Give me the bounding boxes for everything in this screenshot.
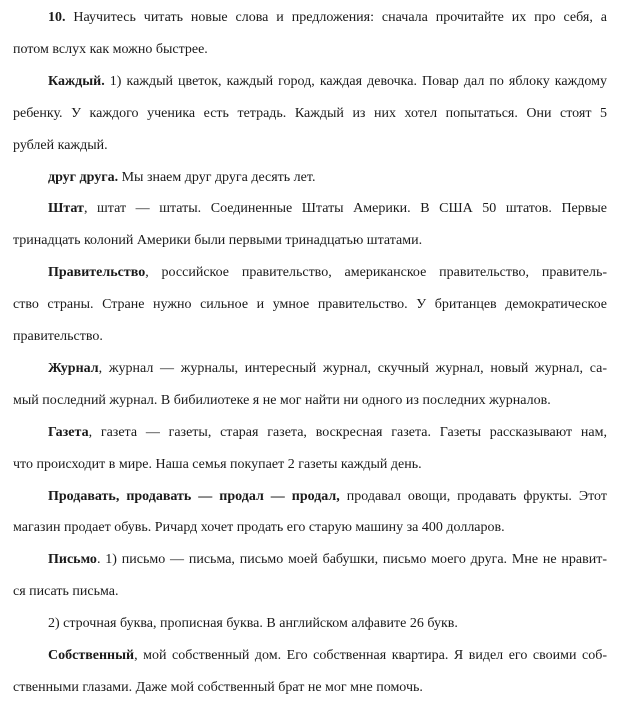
line-text: , журнал — журналы, интересный журнал, скучный журнал, новый журнал, са- (98, 360, 607, 376)
line-text: , газета — газеты, старая газета, воскресная газета. Газеты рассказывают нам, (88, 424, 607, 440)
text-line (48, 550, 607, 570)
line-text: что происходит в мире. Наша семья покупает 2 газеты каждый день. (13, 456, 422, 472)
vocabulary-term: 10. (48, 10, 66, 25)
line-text: ребенку. У каждого ученика есть тетрадь. Каждый из них хотел попытаться. Они стоят 5 (13, 105, 607, 121)
line-text: правительство. (13, 329, 103, 344)
line-text: мый последний журнал. В бибилиотеке я не мог найти ни одного из последних журналов. (13, 392, 551, 408)
vocabulary-term: Газета (48, 424, 89, 440)
text-line (13, 104, 607, 124)
text-line (13, 518, 607, 538)
text-line (13, 582, 607, 602)
line-text: , штат — штаты. Соединенные Штаты Америки. В США 50 штатов. Первые (83, 201, 607, 217)
line-text: , российское правительство, американское правительство, правитель- (145, 265, 607, 281)
vocabulary-term: Правительство (48, 265, 146, 281)
text-line (48, 487, 607, 507)
line-text: Мы знаем друг друга десять лет. (118, 169, 316, 185)
text-line (13, 678, 607, 698)
line-text: продавал овощи, продавать фрукты. Этот (339, 488, 607, 504)
vocabulary-term: Продавать, продавать — продал — продал, (48, 488, 340, 504)
line-text: , мой собственный дом. Его собственная квартира. Я видел его своими соб- (134, 648, 607, 663)
text-line (13, 391, 607, 411)
line-text: 2) строчная буква, прописная буква. В английском алфавите 26 букв. (48, 616, 458, 632)
text-line (48, 168, 607, 188)
text-line (48, 646, 607, 666)
line-text: рублей каждый. (13, 137, 108, 153)
line-text: ся писать письма. (13, 584, 119, 600)
text-line (13, 136, 607, 156)
text-line (13, 40, 607, 60)
line-text: . 1) письмо — письма, письмо моей бабушки, письмо моего друга. Мне не нравит- (96, 552, 607, 568)
text-line (13, 295, 607, 315)
line-text: магазин продает обувь. Ричард хочет продать его старую машину за 400 долларов. (13, 520, 505, 536)
text-line (48, 359, 607, 379)
line-text: ственными глазами. Даже мой собственный брат не мог мне помочь. (13, 679, 423, 695)
line-text: тринадцать колоний Америки были первыми тринадцатью штатами. (13, 233, 423, 249)
text-line (13, 455, 607, 475)
vocabulary-term: друг друга. (48, 169, 119, 185)
text-line (48, 263, 607, 283)
vocabulary-term: Собственный (48, 648, 135, 663)
line-text: Научитесь читать новые слова и предложения: сначала прочитайте их про себя, а (65, 10, 607, 25)
line-text: 1) каждый цветок, каждый город, каждая девочка. Повар дал по яблоку каждому (104, 73, 607, 89)
text-line (48, 423, 607, 443)
line-text: потом вслух как можно быстрее. (13, 41, 208, 57)
vocabulary-term: Штат (48, 201, 84, 217)
text-line (48, 614, 607, 634)
text-line (13, 327, 607, 347)
text-line (48, 8, 607, 28)
vocabulary-term: Каждый. (48, 73, 105, 89)
text-line (48, 199, 607, 219)
line-text: ство страны. Стране нужно сильное и умное правительство. У британцев демократическое (13, 297, 607, 313)
text-line (48, 72, 607, 92)
text-line (13, 231, 607, 251)
vocabulary-term: Журнал (48, 360, 99, 376)
vocabulary-term: Письмо (48, 552, 97, 568)
